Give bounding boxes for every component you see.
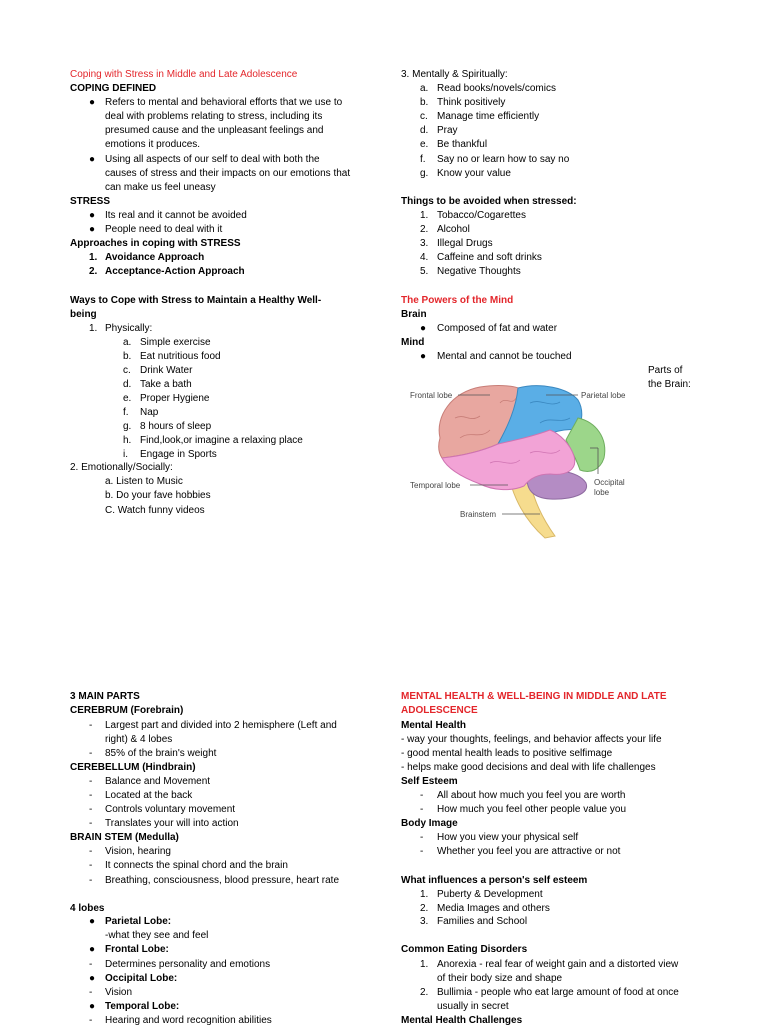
text-line: - helps make good decisions and deal with life challenges (401, 762, 656, 773)
dash-icon: - (420, 832, 424, 843)
diagram-label: Parietal lobe (581, 391, 626, 400)
list-number: 2. (420, 224, 429, 235)
bullet-icon: ● (420, 351, 427, 362)
list-item: Avoidance Approach (105, 252, 205, 263)
dash-icon: - (89, 790, 93, 801)
list-number: 5. (420, 266, 429, 277)
lobe-name: Occipital Lobe: (105, 973, 178, 984)
list-item: How much you feel other people value you (437, 804, 627, 815)
subheading-physically: Physically: (105, 323, 153, 334)
subheading-mentally: 3. Mentally & Spiritually: (401, 69, 508, 80)
list-item: It connects the spinal chord and the brain (105, 860, 288, 871)
list-letter: f. (123, 407, 129, 418)
list-item: Acceptance-Action Approach (105, 266, 245, 277)
heading-cerebrum: CEREBRUM (Forebrain) (70, 705, 184, 716)
text-line: the Brain: (648, 379, 691, 390)
list-item: Find,look,or imagine a relaxing place (140, 435, 303, 446)
list-letter: b. (123, 351, 132, 362)
dash-icon: - (89, 875, 93, 886)
text-line: emotions it produces. (105, 139, 201, 150)
dash-icon: - (89, 804, 93, 815)
list-letter: c. (123, 365, 131, 376)
section-title: Coping with Stress in Middle and Late Adolescence (70, 69, 298, 80)
text-line: causes of stress and their impacts on our emotions that (105, 168, 351, 179)
diagram-label: lobe (594, 488, 610, 497)
heading-lobes: 4 lobes (70, 903, 105, 914)
diagram-label: Frontal lobe (410, 391, 453, 400)
bullet-icon: ● (420, 323, 427, 334)
list-item: Eat nutritious food (140, 351, 221, 362)
list-item: Read books/novels/comics (437, 83, 556, 94)
list-item: Mental and cannot be touched (437, 351, 572, 362)
bullet-icon: ● (89, 154, 96, 165)
subheading-emotionally: 2. Emotionally/Socially: (70, 462, 173, 473)
heading-coping-defined: COPING DEFINED (70, 83, 157, 94)
list-letter: e. (123, 393, 132, 404)
heading-mental-health: Mental Health (401, 720, 467, 731)
list-item: Bullimia - people who eat large amount of food at once (437, 987, 679, 998)
list-item: Illegal Drugs (437, 238, 493, 249)
list-item: Proper Hygiene (140, 393, 210, 404)
text-line: deal with problems relating to stress, including its (105, 111, 323, 122)
list-item: Vision, hearing (105, 846, 171, 857)
list-item-cont: usually in secret (437, 1001, 509, 1012)
heading-body-image: Body Image (401, 818, 458, 829)
diagram-label: Brainstem (460, 510, 497, 519)
text-line: Using all aspects of our self to deal with both the (105, 154, 320, 165)
lobe-name: Frontal Lobe: (105, 944, 169, 955)
list-item: Puberty & Development (437, 889, 543, 900)
list-item: b. Do your fave hobbies (105, 490, 211, 501)
dash-icon: - (89, 776, 93, 787)
list-number: 2. (420, 987, 429, 998)
list-item: Media Images and others (437, 903, 550, 914)
dash-icon: - (89, 846, 93, 857)
list-number: 1. (420, 889, 429, 900)
list-letter: c. (420, 111, 428, 122)
dash-icon: - (89, 720, 93, 731)
list-letter: a. (420, 83, 429, 94)
list-item: 85% of the brain's weight (105, 748, 217, 759)
dash-icon: - (420, 846, 424, 857)
list-item: Caffeine and soft drinks (437, 252, 542, 263)
bullet-icon: ● (89, 916, 96, 927)
text-line: - good mental health leads to positive selfimage (401, 748, 613, 759)
list-item: Think positively (437, 97, 506, 108)
bullet-icon: ● (89, 1001, 96, 1012)
list-item: Anorexia - real fear of weight gain and a distorted view (437, 959, 679, 970)
list-number: 2. (89, 266, 98, 277)
heading-main-parts: 3 MAIN PARTS (70, 691, 140, 702)
dash-icon: - (420, 790, 424, 801)
list-number: 3. (420, 238, 429, 249)
bullet-icon: ● (89, 97, 96, 108)
list-item: Controls voluntary movement (105, 804, 236, 815)
lobe-name: Parietal Lobe: (105, 916, 172, 927)
heading-approaches: Approaches in coping with STRESS (70, 238, 241, 249)
bullet-icon: ● (89, 210, 96, 221)
lobe-name: Temporal Lobe: (105, 1001, 180, 1012)
list-item: Breathing, consciousness, blood pressure, heart rate (105, 875, 340, 886)
list-letter: g. (123, 421, 132, 432)
diagram-label: Temporal lobe (410, 481, 461, 490)
list-item: Tobacco/Cogarettes (437, 210, 526, 221)
list-item: Largest part and divided into 2 hemisphere (Left and (105, 720, 337, 731)
dash-icon: - (420, 804, 424, 815)
section-title-cont: ADOLESCENCE (401, 705, 478, 716)
list-item: Engage in Sports (140, 449, 217, 460)
list-letter: h. (123, 435, 132, 446)
list-number: 1. (89, 252, 98, 263)
list-item: Take a bath (140, 379, 192, 390)
list-letter: b. (420, 97, 429, 108)
list-item: Be thankful (437, 139, 488, 150)
heading-ways: Ways to Cope with Stress to Maintain a Healthy Well- (70, 295, 322, 306)
list-item: Know your value (437, 168, 511, 179)
list-item: Located at the back (105, 790, 193, 801)
list-letter: e. (420, 139, 429, 150)
section-title: The Powers of the Mind (401, 295, 514, 306)
list-item: Alcohol (437, 224, 470, 235)
heading-cerebellum: CEREBELLUM (Hindbrain) (70, 762, 196, 773)
list-item: Simple exercise (140, 337, 211, 348)
heading-mind: Mind (401, 337, 425, 348)
lobe-desc: Determines personality and emotions (105, 959, 271, 970)
list-item: Composed of fat and water (437, 323, 558, 334)
list-number: 4. (420, 252, 429, 263)
list-item: Negative Thoughts (437, 266, 521, 277)
list-item-cont: of their body size and shape (437, 973, 563, 984)
dash-icon: - (89, 987, 93, 998)
list-item: Whether you feel you are attractive or not (437, 846, 621, 857)
heading-influences: What influences a person's self esteem (401, 875, 588, 886)
list-letter: i. (123, 449, 128, 460)
list-item: Translates your will into action (105, 818, 239, 829)
dash-icon: - (89, 818, 93, 829)
heading-brain: Brain (401, 309, 427, 320)
heading-avoid: Things to be avoided when stressed: (401, 196, 577, 207)
list-item: Manage time efficiently (437, 111, 540, 122)
list-item: a. Listen to Music (105, 476, 183, 487)
dash-icon: - (89, 959, 93, 970)
bullet-icon: ● (89, 224, 96, 235)
list-item: Its real and it cannot be avoided (105, 210, 247, 221)
heading-stress: STRESS (70, 196, 111, 207)
diagram-label: Occipital (594, 478, 625, 487)
heading-eating: Common Eating Disorders (401, 944, 528, 955)
list-item: Drink Water (140, 365, 193, 376)
bullet-icon: ● (89, 944, 96, 955)
section-title: MENTAL HEALTH & WELL-BEING IN MIDDLE AND LATE (401, 691, 667, 702)
lobe-desc: Vision (105, 987, 133, 998)
list-number: 2. (420, 903, 429, 914)
list-number: 1. (420, 210, 429, 221)
bullet-icon: ● (89, 973, 96, 984)
text-line: presumed cause and the unpleasant feelings and (105, 125, 324, 136)
list-letter: a. (123, 337, 132, 348)
heading-challenges: Mental Health Challenges (401, 1015, 523, 1026)
list-item: Nap (140, 407, 159, 418)
text-line: can make us feel uneasy (105, 182, 216, 193)
list-number: 1. (89, 323, 98, 334)
list-item: right) & 4 lobes (105, 734, 173, 745)
dash-icon: - (89, 748, 93, 759)
list-number: 1. (420, 959, 429, 970)
list-item: Pray (437, 125, 458, 136)
list-letter: d. (123, 379, 132, 390)
text-line: - way your thoughts, feelings, and behavior affects your life (401, 734, 662, 745)
list-letter: f. (420, 154, 426, 165)
list-item: Families and School (437, 916, 528, 927)
dash-icon: - (89, 1015, 93, 1026)
heading-ways-cont: being (70, 309, 97, 320)
list-item: 8 hours of sleep (140, 421, 212, 432)
list-item: How you view your physical self (437, 832, 579, 843)
brain-diagram (400, 378, 640, 543)
list-letter: g. (420, 168, 429, 179)
heading-self-esteem: Self Esteem (401, 776, 458, 787)
heading-brainstem: BRAIN STEM (Medulla) (70, 832, 179, 843)
lobe-desc: Hearing and word recognition abilities (105, 1015, 272, 1026)
dash-icon: - (89, 860, 93, 871)
list-item: All about how much you feel you are worth (437, 790, 626, 801)
list-number: 3. (420, 916, 429, 927)
text-line: Parts of (648, 365, 683, 376)
list-letter: d. (420, 125, 429, 136)
list-item: People need to deal with it (105, 224, 223, 235)
list-item: C. Watch funny videos (105, 505, 205, 516)
list-item: Balance and Movement (105, 776, 211, 787)
list-item: Say no or learn how to say no (437, 154, 570, 165)
text-line: Refers to mental and behavioral efforts that we use to (105, 97, 343, 108)
lobe-desc: -what they see and feel (105, 930, 209, 941)
